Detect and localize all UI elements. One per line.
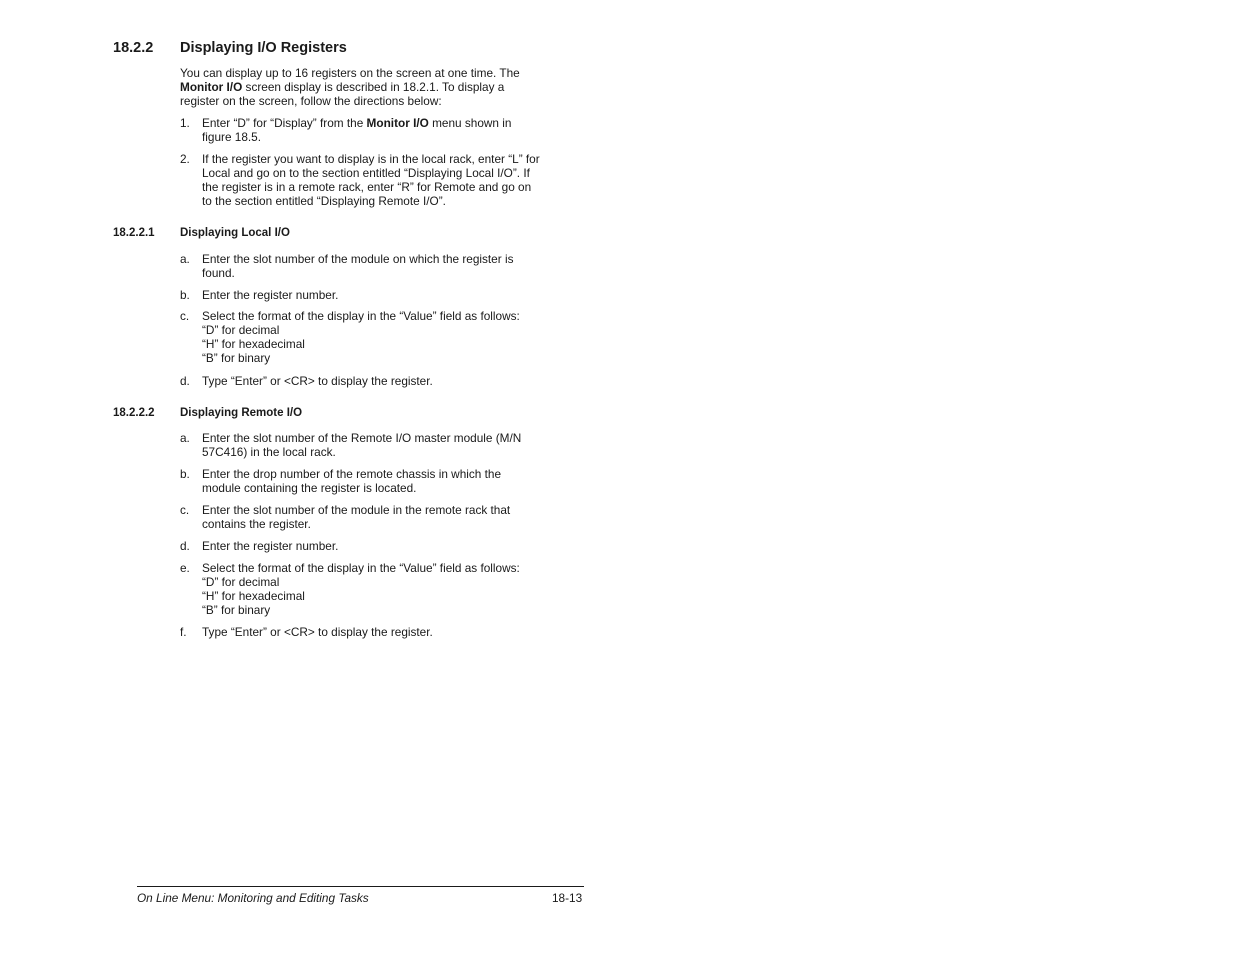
step-text: menu shown in xyxy=(428,116,512,130)
list-marker: e. xyxy=(180,561,190,575)
list-line: found. xyxy=(202,266,235,280)
list-item xyxy=(180,288,570,302)
list-line: Enter the slot number of the module in the remote rack that xyxy=(202,503,511,517)
subsection-number: 18.2.2.2 xyxy=(113,407,155,419)
step-line: If the register you want to display is in the local rack, enter “L” for xyxy=(202,152,540,166)
list-marker: b. xyxy=(180,288,190,302)
list-line: Enter the slot number of the Remote I/O master module (M/N xyxy=(202,431,522,445)
subsection-number: 18.2.2.1 xyxy=(113,227,155,239)
list-marker: a. xyxy=(180,431,190,445)
step-line: Local and go on to the section entitled “Displaying Local I/O”. If xyxy=(202,166,530,180)
list-item xyxy=(180,467,570,495)
intro-line: You can display up to 16 registers on the screen at one time. The xyxy=(180,66,520,80)
list-line: “D” for decimal xyxy=(202,323,280,337)
list-line: contains the register. xyxy=(202,517,311,531)
list-line: Enter the register number. xyxy=(202,288,339,302)
subsection-title: Displaying Remote I/O xyxy=(180,407,303,419)
step-line: the register is in a remote rack, enter “R” for Remote and go on xyxy=(202,180,532,194)
section-number: 18.2.2 xyxy=(113,40,154,56)
step-line: figure 18.5. xyxy=(202,130,262,144)
list-item xyxy=(180,503,570,531)
list-line: Type “Enter” or <CR> to display the register. xyxy=(202,625,433,639)
intro-paragraph xyxy=(180,66,565,108)
list-line: module containing the register is located. xyxy=(202,481,417,495)
footer-rule xyxy=(137,886,584,887)
subsection-title: Displaying Local I/O xyxy=(180,227,290,239)
list-line: “B” for binary xyxy=(202,351,271,365)
step-marker: 2. xyxy=(180,152,190,166)
list-item xyxy=(180,309,570,365)
intro-line-rest: screen display is described in 18.2.1. To display a xyxy=(242,80,505,94)
list-line: “D” for decimal xyxy=(202,575,280,589)
section-title: Displaying I/O Registers xyxy=(180,40,347,56)
step-bold-term: Monitor I/O xyxy=(366,116,429,130)
step-line: to the section entitled “Displaying Remote I/O”. xyxy=(202,194,446,208)
list-marker: c. xyxy=(180,309,190,323)
list-item xyxy=(180,625,570,639)
list-item xyxy=(180,374,570,388)
list-item xyxy=(180,431,570,459)
list-line: “H” for hexadecimal xyxy=(202,589,305,603)
list-item xyxy=(180,539,570,553)
list-line: 57C416) in the local rack. xyxy=(202,445,336,459)
list-marker: d. xyxy=(180,374,190,388)
list-line: Enter the drop number of the remote chassis in which the xyxy=(202,467,502,481)
step-item xyxy=(180,116,570,144)
list-marker: f. xyxy=(180,625,187,639)
list-marker: a. xyxy=(180,252,190,266)
list-marker: c. xyxy=(180,503,190,517)
intro-bold-term: Monitor I/O xyxy=(180,80,243,94)
list-item xyxy=(180,561,570,617)
page-number: 18-13 xyxy=(552,891,583,905)
intro-line: register on the screen, follow the directions below: xyxy=(180,94,442,108)
list-line: Enter the register number. xyxy=(202,539,339,553)
footer-title: On Line Menu: Monitoring and Editing Tasks xyxy=(137,891,369,905)
step-line xyxy=(202,116,570,130)
list-line: “B” for binary xyxy=(202,603,271,617)
step-item xyxy=(180,152,570,208)
intro-line xyxy=(180,80,565,94)
list-line: Type “Enter” or <CR> to display the register. xyxy=(202,374,433,388)
list-item xyxy=(180,252,570,280)
list-marker: d. xyxy=(180,539,190,553)
list-line: Select the format of the display in the “Value” field as follows: xyxy=(202,561,520,575)
list-marker: b. xyxy=(180,467,190,481)
list-line: Select the format of the display in the “Value” field as follows: xyxy=(202,309,520,323)
list-line: “H” for hexadecimal xyxy=(202,337,305,351)
step-marker: 1. xyxy=(180,116,190,130)
step-text: Enter “D” for “Display” from the xyxy=(202,116,367,130)
list-line: Enter the slot number of the module on which the register is xyxy=(202,252,514,266)
